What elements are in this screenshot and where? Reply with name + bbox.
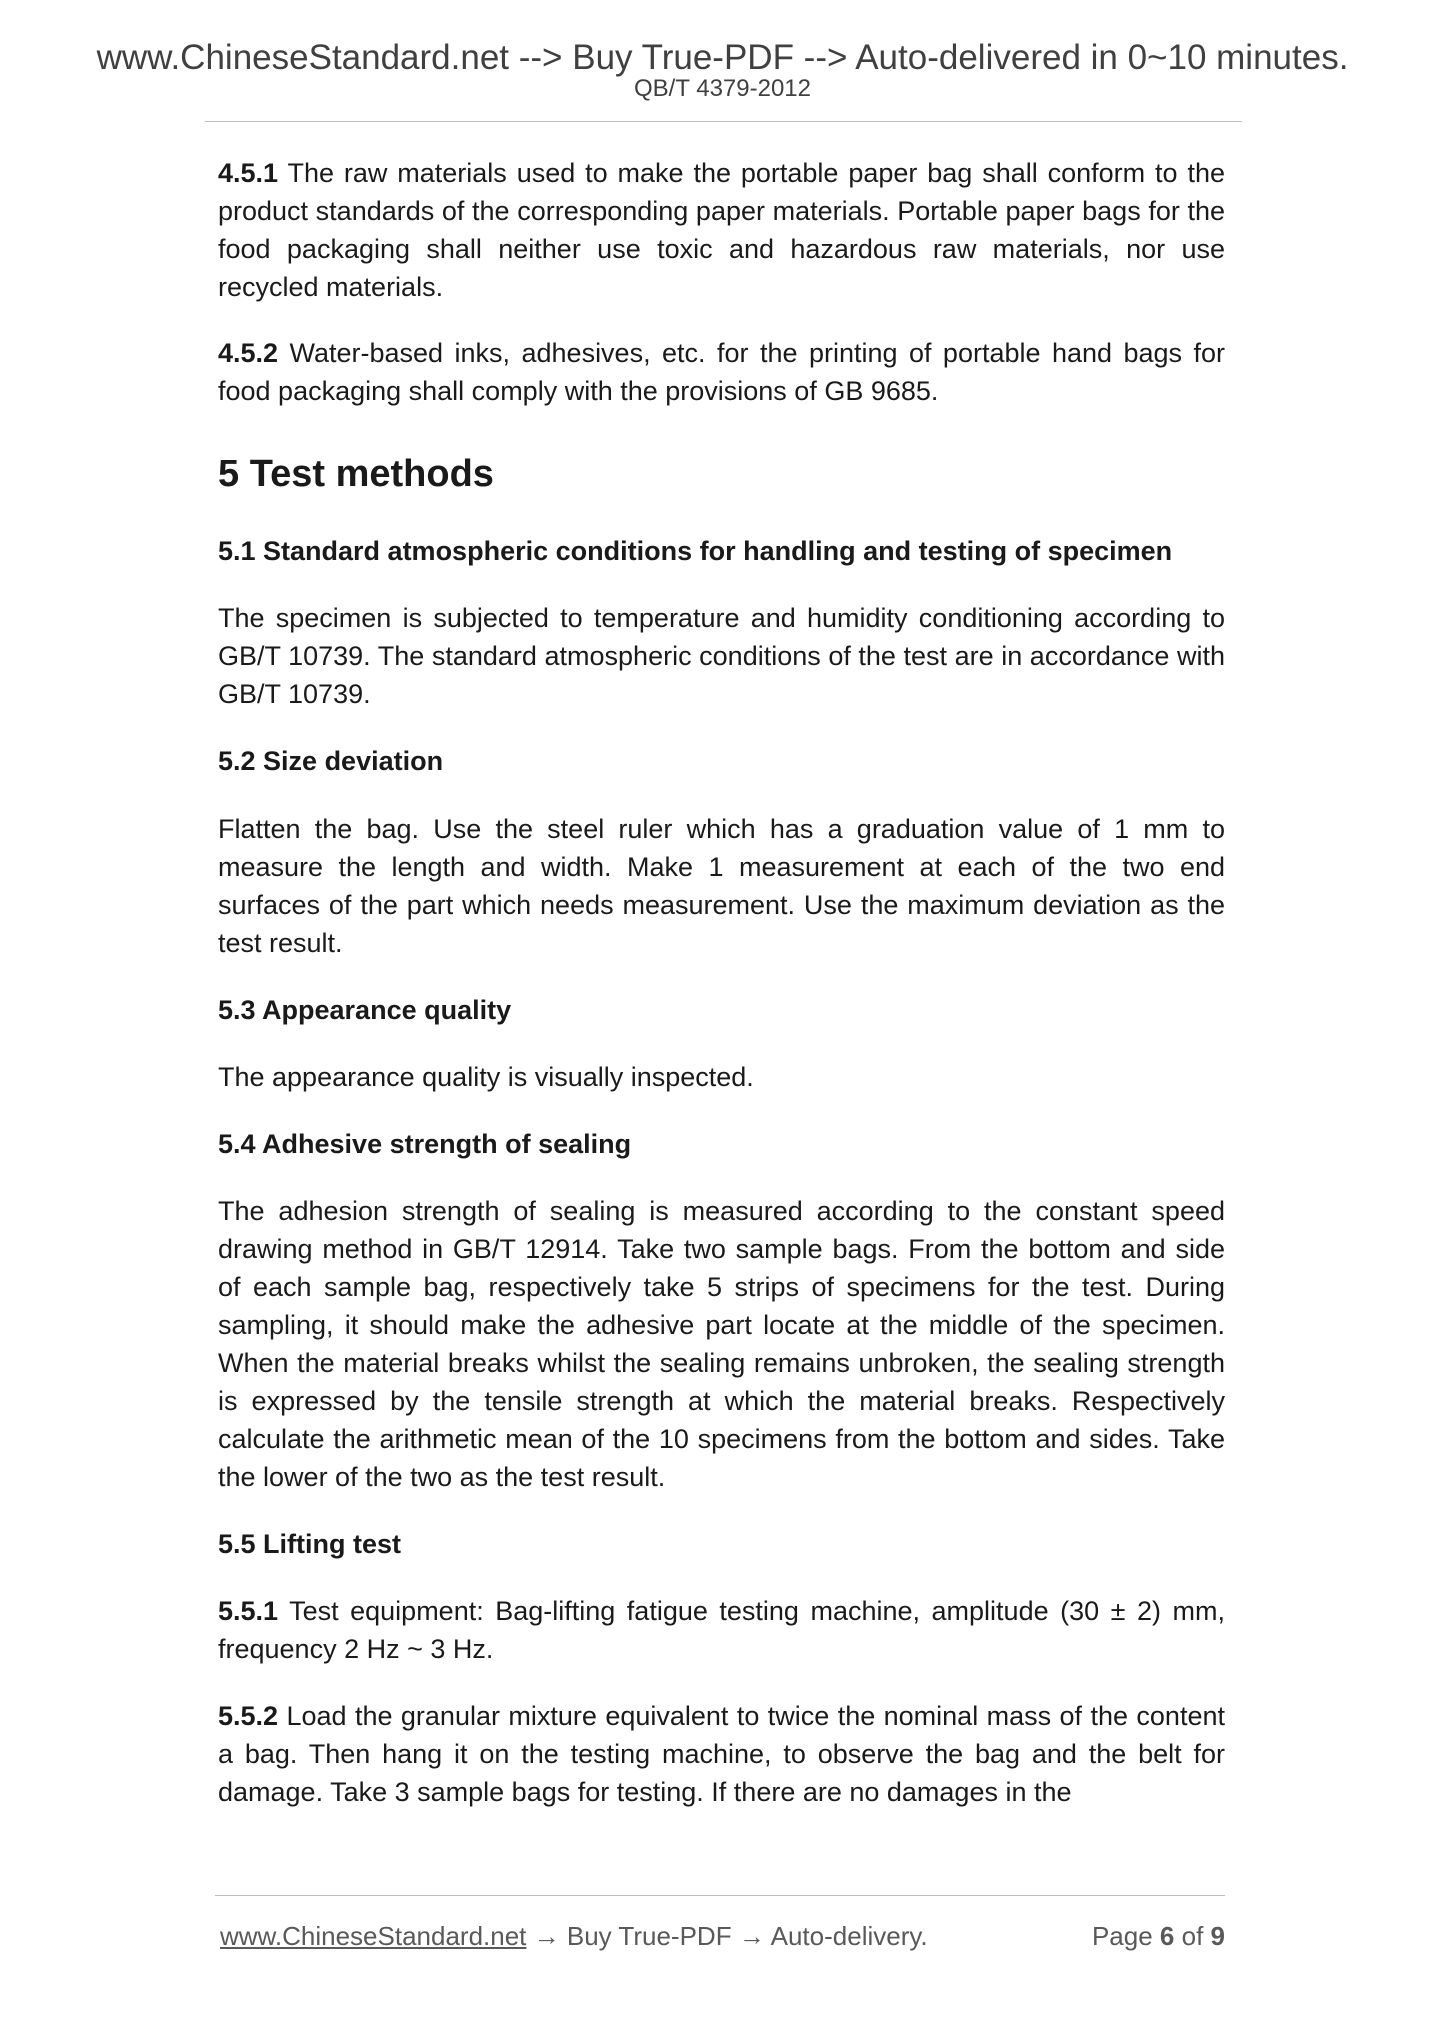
paragraph-5-4: The adhesion strength of sealing is measured according to the constant speed drawing method in GB/T 12914. Take two sample bags. From the bottom and side of each sample bag, respectively take 5 strips of specimens for the test. During sampling, it should make the adhesive part locate at the middle of the specimen. When the material breaks whilst the sealing remains unbroken, the sealing strength is expressed by the tensile strength at which the material breaks. Respectively calculate the arithmetic mean of the 10 specimens from the bottom and sides. Take the lower of the two as the test result. [218, 1196, 1225, 1492]
subsection-heading-5-4: 5.4 Adhesive strength of sealing [218, 1129, 632, 1159]
clause-text: Load the granular mixture equivalent to twice the nominal mass of the content a bag. Then hang it on the testing machine, to observe the bag and the belt for damage. Take 3 sample bags for testing. If there are no damages in the [218, 1701, 1225, 1807]
clause-number: 4.5.2 [218, 338, 279, 368]
current-page-number: 6 [1159, 1921, 1175, 1951]
clause-text: Water-based inks, adhesives, etc. for the printing of portable hand bags for food packaging shall comply with the provisions of GB 9685. [218, 338, 1225, 406]
footer-divider [215, 1895, 1225, 1896]
auto-delivery-text: Auto-delivery. [770, 1921, 928, 1951]
section-heading-5: 5 Test methods [218, 453, 494, 495]
subsection-heading-5-3: 5.3 Appearance quality [218, 995, 512, 1025]
page-label: Page [1091, 1921, 1153, 1951]
subsection-heading-5-2: 5.2 Size deviation [218, 746, 444, 776]
site-link[interactable]: www.ChineseStandard.net [220, 1921, 527, 1951]
arrow-right-icon: → [738, 1921, 765, 1951]
footer-promo [220, 1918, 928, 1954]
header-divider [205, 121, 1242, 122]
paragraph-5-1: The specimen is subjected to temperature and humidity conditioning according to GB/T 10739. The standard atmospheric conditions of the test are in accordance with GB/T 10739. [218, 603, 1225, 709]
clause-4-5-1 [218, 154, 1225, 306]
document-body [218, 154, 1225, 1811]
subsection-heading-5-5: 5.5 Lifting test [218, 1529, 402, 1559]
clause-5-5-2 [218, 1697, 1225, 1811]
of-label: of [1181, 1921, 1204, 1951]
site-banner: www.ChineseStandard.net --> Buy True-PDF --> Auto-delivered in 0~10 minutes. [96, 38, 1349, 77]
paragraph-5-3: The appearance quality is visually inspected. [218, 1062, 754, 1092]
arrow-right-icon: → [533, 1921, 560, 1951]
total-pages: 9 [1210, 1921, 1225, 1951]
clause-number: 4.5.1 [218, 158, 279, 188]
document-code: QB/T 4379-2012 [633, 75, 811, 102]
buy-text: Buy True-PDF [566, 1921, 732, 1951]
clause-text: Test equipment: Bag-lifting fatigue testing machine, amplitude (30 ± 2) mm, frequency 2 Hz ~ 3 Hz. [218, 1596, 1225, 1664]
clause-number: 5.5.2 [218, 1701, 279, 1731]
clause-4-5-2 [218, 334, 1225, 410]
subsection-heading-5-1: 5.1 Standard atmospheric conditions for handling and testing of specimen [218, 536, 1173, 566]
paragraph-5-2: Flatten the bag. Use the steel ruler which has a graduation value of 1 mm to measure the length and width. Make 1 measurement at each of the two end surfaces of the part which needs measurement. Use the maximum deviation as the test result. [218, 814, 1225, 958]
clause-number: 5.5.1 [218, 1596, 279, 1626]
page-indicator [1092, 1918, 1225, 1954]
clause-text: The raw materials used to make the portable paper bag shall conform to the product standards of the corresponding paper materials. Portable paper bags for the food packaging shall neither use toxic and hazardous raw materials, nor use recycled materials. [218, 158, 1225, 302]
clause-5-5-1 [218, 1592, 1225, 1668]
page-footer [220, 1918, 1225, 1954]
